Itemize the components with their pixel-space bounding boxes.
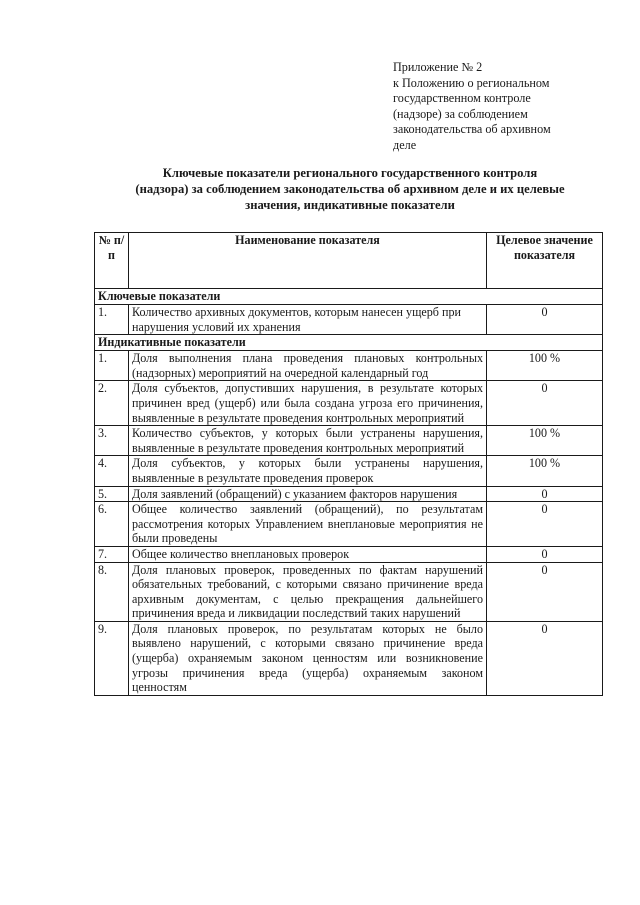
annex-line: (надзоре) за соблюдением — [393, 106, 528, 121]
table-row — [95, 456, 603, 486]
table-row — [95, 351, 603, 381]
row-target: 0 — [487, 546, 603, 562]
row-name: Доля субъектов, у которых были устранены нарушения, выявленные в результате проведения проверок — [129, 456, 487, 486]
row-name: Доля субъектов, допустивших нарушения, в результате которых причинен вред (ущерб) или была создана угроза его причинения, выявленные в результате проведения контрольных мероприятий — [129, 381, 487, 426]
annex-line: государственном контроле — [393, 91, 531, 106]
header-target: Целевое значение показателя — [487, 233, 603, 289]
row-number: 9. — [95, 621, 129, 695]
annex-line: законодательства об архивном — [393, 122, 551, 137]
row-number: 1. — [95, 305, 129, 335]
row-number: 7. — [95, 546, 129, 562]
row-name: Доля выполнения плана проведения плановых контрольных (надзорных) мероприятий на очередной календарный год — [129, 351, 487, 381]
row-target: 0 — [487, 381, 603, 426]
row-name: Количество архивных документов, которым нанесен ущерб при нарушения условий их хранения — [129, 305, 487, 335]
title-line: Ключевые показатели регионального государственного контроля — [162, 166, 538, 180]
table-row — [95, 502, 603, 547]
row-target: 0 — [487, 502, 603, 547]
row-target: 0 — [487, 621, 603, 695]
row-name: Количество субъектов, у которых были устранены нарушения, выявленные в результате проведения контрольных мероприятий — [129, 426, 487, 456]
header-number: № п/п — [95, 233, 129, 289]
indicators-table — [94, 232, 603, 696]
table-row — [95, 562, 603, 621]
table-row — [95, 381, 603, 426]
row-target: 100 % — [487, 456, 603, 486]
table-row — [95, 486, 603, 502]
row-target: 100 % — [487, 426, 603, 456]
row-name: Доля заявлений (обращений) с указанием факторов нарушения — [129, 486, 487, 502]
row-target: 0 — [487, 305, 603, 335]
row-name: Доля плановых проверок, проведенных по фактам нарушений обязательных требований, с которыми связано причинение вреда архивным документам, с целью прекращения дальнейшего причинения вреда и ликвидации последствий таких нарушений — [129, 562, 487, 621]
table-row — [95, 546, 603, 562]
annex-line: Приложение № 2 — [393, 60, 483, 74]
row-number: 3. — [95, 426, 129, 456]
annex-reference — [393, 60, 608, 154]
table-row — [95, 305, 603, 335]
title-line: значения, индикативные показатели — [245, 198, 455, 213]
row-number: 1. — [95, 351, 129, 381]
annex-line: к Положению о региональном — [393, 75, 550, 90]
document-title — [96, 165, 604, 214]
row-name: Общее количество заявлений (обращений), по результатам рассмотрения которых Управлением внеплановые мероприятия не были проведены — [129, 502, 487, 547]
row-number: 6. — [95, 502, 129, 547]
section-indicative-label: Индикативные показатели — [95, 335, 603, 351]
section-key-row — [95, 289, 603, 305]
row-number: 2. — [95, 381, 129, 426]
row-number: 5. — [95, 486, 129, 502]
row-target: 0 — [487, 562, 603, 621]
table-header-row — [95, 233, 603, 289]
row-target: 100 % — [487, 351, 603, 381]
row-name: Доля плановых проверок, по результатам которых не было выявлено нарушений, с которыми связано причинение вреда (ущерба) охраняемым законом ценностям или возникновение угрозы причинения вреда (ущерба) охраняемым законом ценностям — [129, 621, 487, 695]
row-target: 0 — [487, 486, 603, 502]
section-key-label: Ключевые показатели — [95, 289, 603, 305]
row-number: 4. — [95, 456, 129, 486]
row-name: Общее количество внеплановых проверок — [129, 546, 487, 562]
table-row — [95, 426, 603, 456]
section-indicative-row — [95, 335, 603, 351]
row-number: 8. — [95, 562, 129, 621]
table-row — [95, 621, 603, 695]
header-name: Наименование показателя — [129, 233, 487, 289]
title-line: (надзора) за соблюдением законодательства об архивном деле и их целевые — [135, 182, 565, 197]
annex-line: деле — [393, 137, 417, 152]
